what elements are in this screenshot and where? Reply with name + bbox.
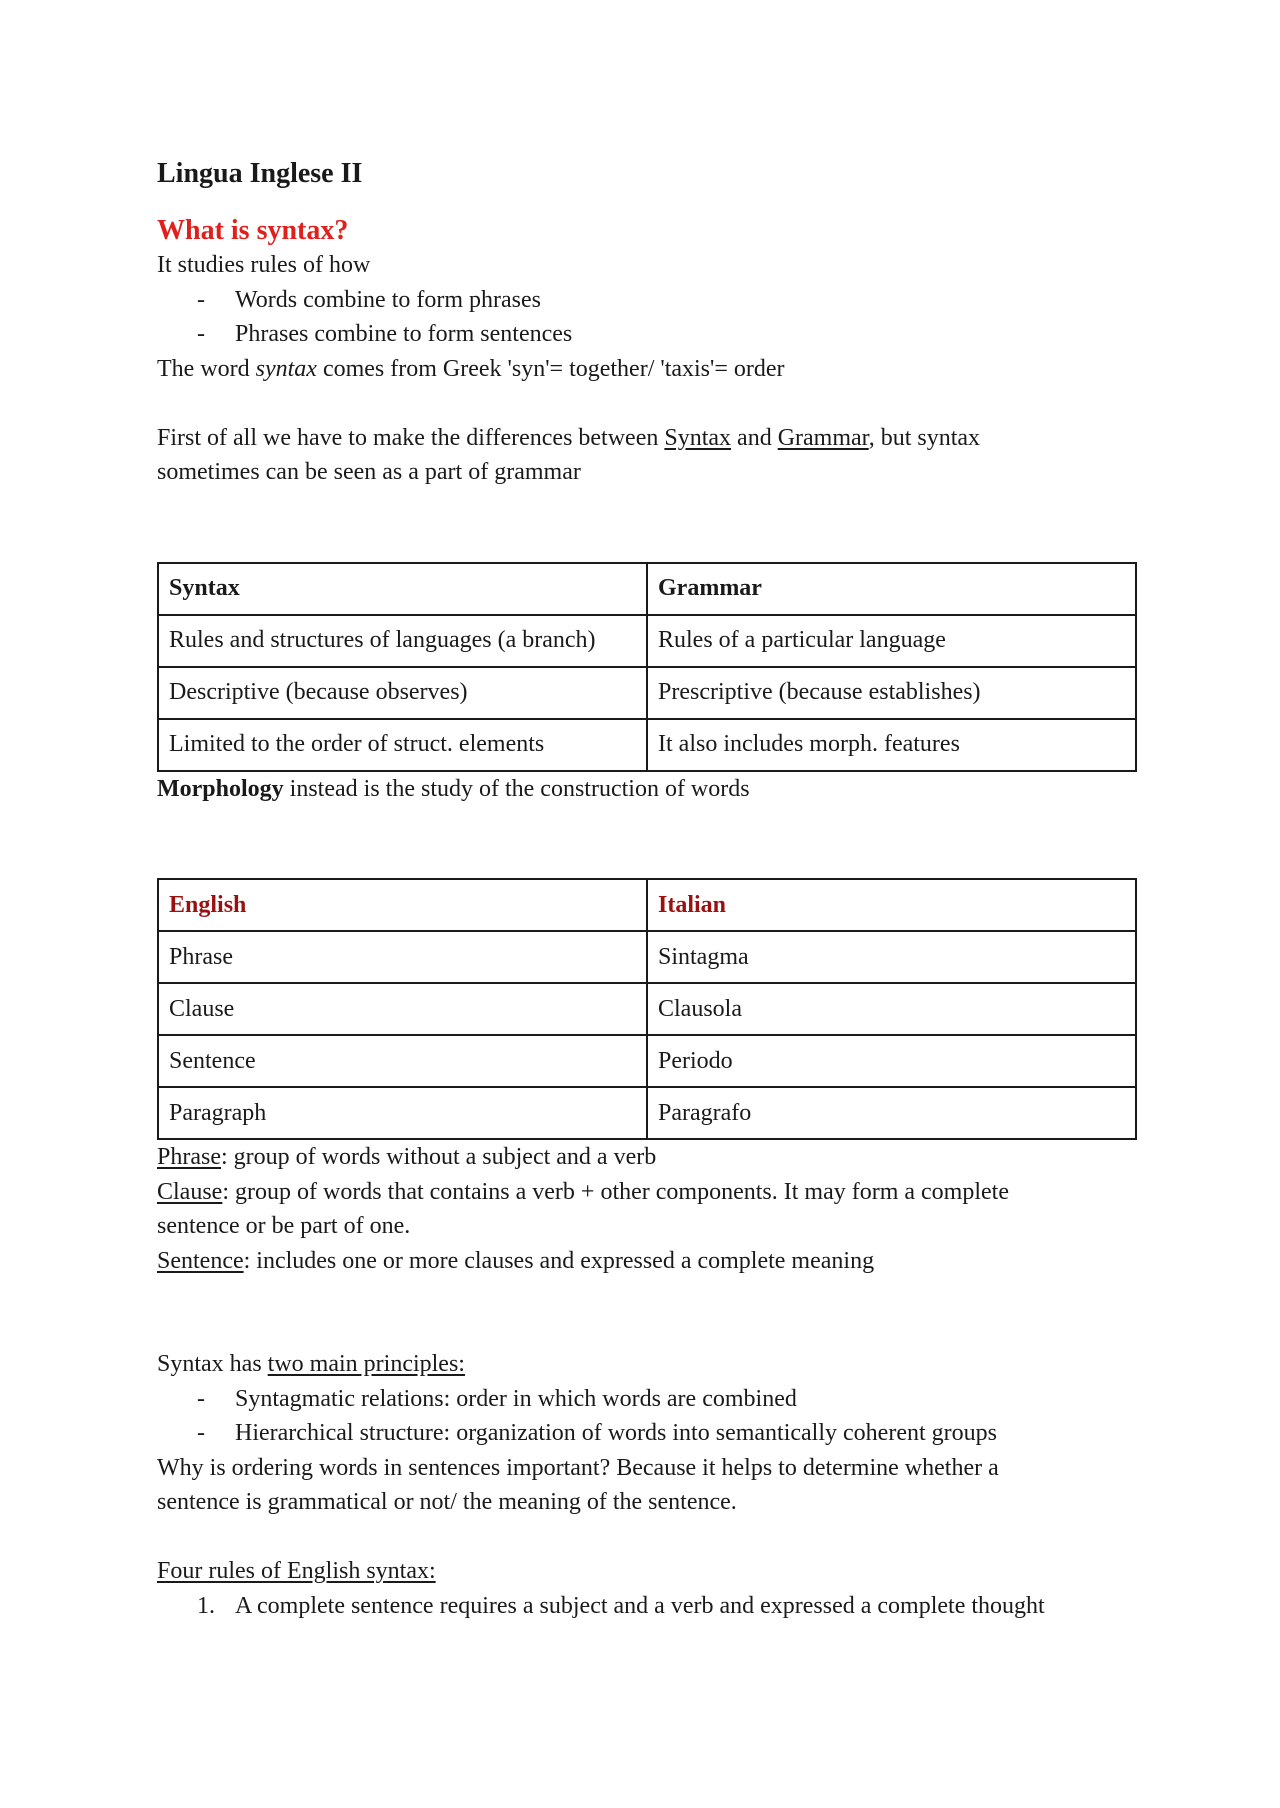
table-header-cell: Grammar <box>647 563 1136 615</box>
table-row <box>158 667 1136 719</box>
table-header-cell: Italian <box>647 879 1136 931</box>
morphology-line <box>157 772 1137 807</box>
document-page <box>157 150 1137 1623</box>
phrase-definition <box>157 1140 1137 1175</box>
list-item-text: Words combine to form phrases <box>235 286 541 313</box>
rules-heading-text: Four rules of English syntax: <box>157 1558 436 1584</box>
list-item <box>157 1589 1137 1624</box>
why-line-2: sentence is grammatical or not/ the meaning of the sentence. <box>157 1489 737 1515</box>
table-cell: Clausola <box>647 983 1136 1035</box>
table-row <box>158 931 1136 983</box>
list-item-text: Syntagmatic relations: order in which words are combined <box>235 1385 797 1412</box>
table-cell: Clause <box>158 983 647 1035</box>
table-cell: Paragraph <box>158 1087 647 1139</box>
rules-heading <box>157 1554 1137 1589</box>
sentence-def-text: : includes one or more clauses and expressed a complete meaning <box>243 1247 875 1274</box>
bullet-marker: - <box>197 1385 205 1412</box>
table-row <box>158 983 1136 1035</box>
table-cell: Sentence <box>158 1035 647 1087</box>
document-title: Lingua Inglese II <box>157 158 363 189</box>
table-row <box>158 1087 1136 1139</box>
sentence-term: Sentence <box>157 1247 244 1274</box>
table-row <box>158 719 1136 771</box>
table-header-row <box>158 563 1136 615</box>
origin-italic-word: syntax <box>255 355 317 382</box>
intro-line: It studies rules of how <box>157 252 371 278</box>
list-item <box>157 317 1137 352</box>
list-item <box>157 283 1137 318</box>
origin-line <box>157 352 1137 387</box>
list-item-text: Hierarchical structure: organization of words into semantically coherent groups <box>235 1420 997 1446</box>
grammar-underlined: Grammar <box>777 424 869 451</box>
list-number: 1. <box>197 1592 215 1619</box>
table-header-cell: English <box>158 879 647 931</box>
differences-paragraph <box>157 421 1137 456</box>
clause-term: Clause <box>157 1178 223 1205</box>
clause-def-text: : group of words that contains a verb + other components. It may form a complete <box>222 1178 1009 1205</box>
list-item-text: Phrases combine to form sentences <box>235 321 573 347</box>
table-cell: Prescriptive (because establishes) <box>647 667 1136 719</box>
bullet-marker: - <box>197 321 205 347</box>
origin-text-rest: comes from Greek 'syn'= together/ 'taxis'= order <box>316 355 785 382</box>
phrase-term: Phrase <box>157 1144 221 1170</box>
clause-definition-line2: sentence or be part of one. <box>157 1213 411 1239</box>
clause-definition <box>157 1175 1137 1210</box>
table-cell: It also includes morph. features <box>647 719 1136 771</box>
table-cell: Phrase <box>158 931 647 983</box>
list-item <box>157 1382 1137 1417</box>
english-italian-table <box>157 878 1137 1140</box>
origin-text: The word <box>157 355 256 382</box>
differences-paragraph-line2: sometimes can be seen as a part of grammar <box>157 459 581 485</box>
syntax-underlined: Syntax <box>664 424 732 451</box>
list-item <box>157 1416 1137 1451</box>
table-row <box>158 615 1136 667</box>
principles-underlined: two main principles: <box>267 1351 465 1377</box>
table-header-row <box>158 879 1136 931</box>
sentence-definition <box>157 1244 1137 1279</box>
table-cell: Descriptive (because observes) <box>158 667 647 719</box>
bullet-marker: - <box>197 1420 205 1446</box>
table-cell: Periodo <box>647 1035 1136 1087</box>
table-row <box>158 1035 1136 1087</box>
morphology-text: instead is the study of the construction of words <box>283 775 750 802</box>
table-cell: Rules of a particular language <box>647 615 1136 667</box>
section-heading: What is syntax? <box>157 215 349 246</box>
bullet-marker: - <box>197 286 205 313</box>
list-item-text: A complete sentence requires a subject and a verb and expressed a complete thought <box>235 1592 1045 1619</box>
principles-lead <box>157 1347 1137 1382</box>
table-cell: Limited to the order of struct. elements <box>158 719 647 771</box>
table-header-cell: Syntax <box>158 563 647 615</box>
morphology-term: Morphology <box>157 775 284 802</box>
table-cell: Rules and structures of languages (a branch) <box>158 615 647 667</box>
principles-lead-text: Syntax has <box>157 1351 268 1377</box>
why-line: Why is ordering words in sentences important? Because it helps to determine whether a <box>157 1454 999 1481</box>
and-text: and <box>731 424 778 451</box>
table-cell: Sintagma <box>647 931 1136 983</box>
differences-text: First of all we have to make the differences between <box>157 424 665 451</box>
table-cell: Paragrafo <box>647 1087 1136 1139</box>
phrase-def-text: : group of words without a subject and a verb <box>220 1144 657 1170</box>
differences-text-rest: , but syntax <box>868 424 981 451</box>
syntax-grammar-table <box>157 562 1137 772</box>
